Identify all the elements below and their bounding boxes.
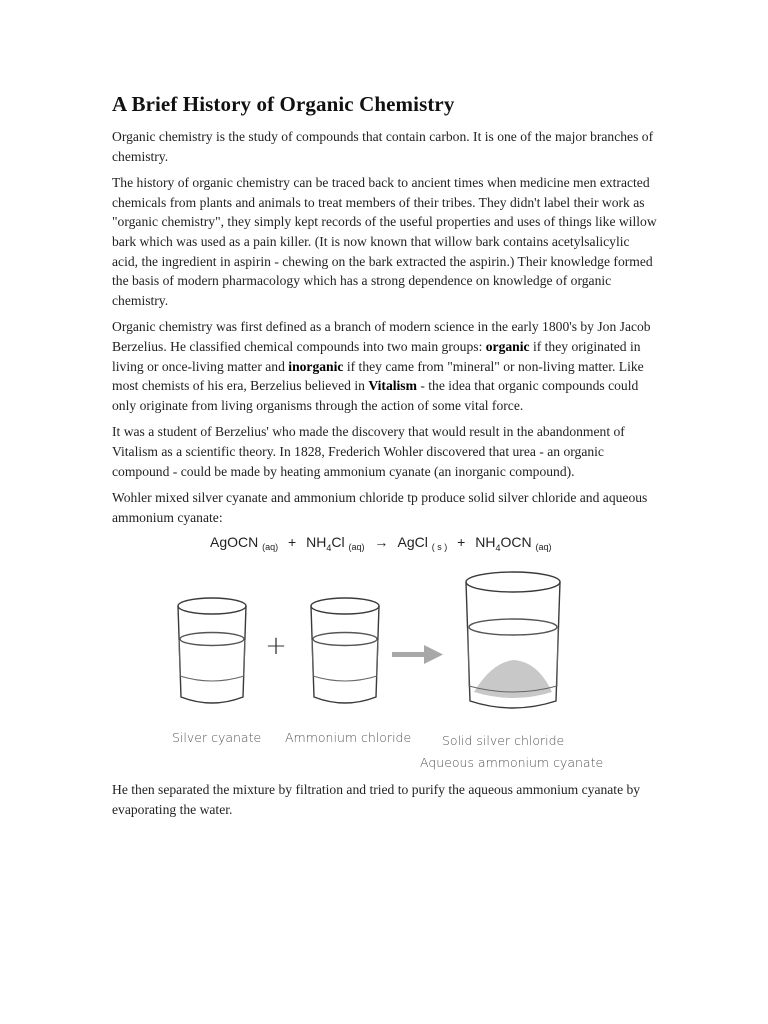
formula-part: NH [475,534,496,551]
plus-sign: + [457,534,466,551]
paragraph-filtration: He then separated the mixture by filtration and tried to purify the aqueous ammonium cyanate by evaporating the water. [112,782,641,817]
reaction-figure [112,558,657,770]
product-agcl: AgCl [397,534,428,551]
paragraph-reaction-intro: Wohler mixed silver cyanate and ammonium chloride tp produce solid silver chloride and aqueous ammonium cyanate: [112,490,648,525]
caption-silver-cyanate: Silver cyanate [172,730,262,746]
caption-solid-silver-chloride: Solid silver chloride [442,733,565,749]
document-page [112,92,657,826]
state-label: (aq) [262,542,279,553]
paragraph-intro: Organic chemistry is the study of compounds that contain carbon. It is one of the major branches of chemistry. [112,129,654,164]
page-title: A Brief History of Organic Chemistry [112,92,455,116]
bold-term-vitalism: Vitalism [368,378,417,394]
formula-part: OCN [500,534,532,551]
text-segment: - the idea that organic compounds could only originate from living organisms through the action of some vital force. [112,378,639,413]
bold-term-organic: organic [485,338,530,354]
caption-ammonium-chloride: Ammonium chloride [285,730,412,746]
paragraph-berzelius [112,317,657,415]
formula-part: NH [306,534,327,551]
beaker-silver-cyanate [178,598,246,703]
reactant-agocn: AgOCN [210,534,259,551]
text-segment: if they came from "mineral" or non-living matter. Like most chemists of his era, Berzelius believed in [112,358,644,394]
text-segment: Organic chemistry was first defined as a branch of modern science in the early 1800's by Jon Jacob Berzelius. He classified chemical compounds into two main groups: [112,319,651,354]
reaction-arrow: → [374,534,389,551]
figure-plus-sign: + [265,631,287,662]
reactant-nh4cl [306,534,345,554]
formula-part: Cl [331,534,345,551]
bold-term-inorganic: inorganic [288,358,344,374]
caption-aqueous-ammonium-cyanate: Aqueous ammonium cyanate [420,755,604,771]
subscript: 4 [326,543,332,554]
beaker-products [466,572,560,708]
paragraph-history: The history of organic chemistry can be traced back to ancient times when medicine men extracted chemicals from plants and animals to treat members of their tribes. They didn't label their work as "organic chemistry", they simply kept records of the useful properties and uses of things like willow bark which was used as a pain killer. (It is now known that willow bark contains acetylsalicylic acid, the ingredient in aspirin - chewing on the bark extracted the aspirin.) Their knowledge formed the basis of modern pharmacology which has a strong dependence on knowledge of organic chemistry. [112,175,657,308]
product-nh4ocn [475,534,532,554]
state-label: (aq) [348,542,365,553]
state-label: (aq) [535,542,552,553]
beaker-ammonium-chloride [311,598,379,703]
text-segment: if they originated in living or once-living matter and [112,338,641,374]
state-label: ( s ) [431,542,448,553]
subscript: 4 [495,543,501,554]
chemical-equation [210,534,657,558]
paragraph-wohler: It was a student of Berzelius' who made the discovery that would result in the abandonment of Vitalism as a scientific theory. In 1828, Frederich Wohler discovered that urea - an organic compound - could be made by heating ammonium cyanate (an inorganic compound). [112,424,625,479]
plus-sign: + [288,534,297,551]
reaction-arrow-icon [392,645,443,664]
